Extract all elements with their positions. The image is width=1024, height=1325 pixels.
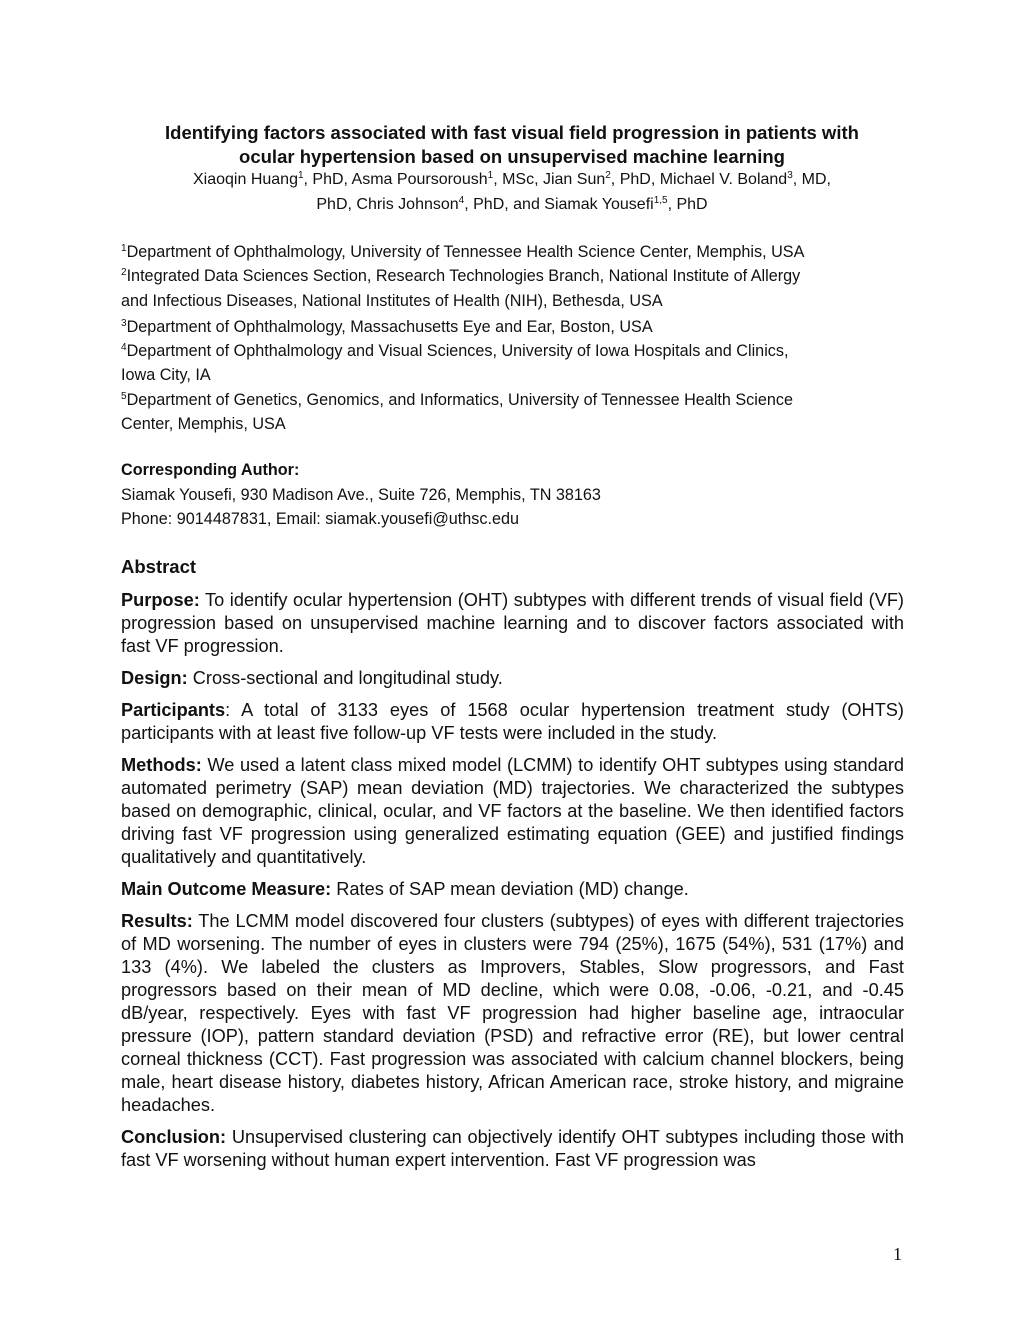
author-line-2: PhD, Chris Johnson$^4$, PhD, and Siamak Yousefi$^{1,5}$, PhD: [316, 195, 708, 213]
design-label: Design:: [121, 668, 188, 688]
abstract-conclusion: Conclusion: Unsupervised clustering can objectively identify OHT subtypes including those with fast VF worsening without human expert intervention. Fast VF progression was: [121, 1127, 904, 1170]
author-line-1: Xiaoqin Huang$^1$, PhD, Asma Poursoroush$^1$, MSc, Jian Sun$^2$, PhD, Michael V. Boland$^3$, MD,: [193, 170, 831, 188]
abstract-purpose: Purpose: To identify ocular hypertension (OHT) subtypes with different trends of visual field (VF) progression based on unsupervised machine learning and to discover factors associated with fast VF progression.: [121, 590, 904, 656]
corresponding-address: Siamak Yousefi, 930 Madison Ave., Suite 726, Memphis, TN 38163: [121, 485, 601, 504]
paper-title: [100, 121, 924, 169]
affiliation-3: $^3$Department of Ophthalmology, Massachusetts Eye and Ear, Boston, USA: [121, 317, 653, 336]
abstract-body: [121, 589, 904, 1181]
methods-label: Methods:: [121, 755, 202, 775]
purpose-label: Purpose:: [121, 590, 200, 610]
abstract-heading: Abstract: [121, 556, 197, 577]
affiliation-4-cont: Iowa City, IA: [121, 366, 211, 385]
corresponding-author: [121, 458, 911, 532]
outcome-label: Main Outcome Measure:: [121, 879, 332, 899]
affiliation-2: $^2$Integrated Data Sciences Section, Research Technologies Branch, National Institute of Allergy: [121, 267, 801, 286]
affiliation-4: $^4$Department of Ophthalmology and Visual Sciences, University of Iowa Hospitals and Clinics,: [121, 342, 789, 361]
abstract-results: Results: The LCMM model discovered four clusters (subtypes) of eyes with different trajectories of MD worsening. The number of eyes in clusters were 794 (25%), 1675 (54%), 531 (17%) and 133 (4%). We labeled the clusters as Improvers, Stables, Slow progressors, and Fast progressors based on their mean of MD decline, which were 0.08, -0.06, -0.21, and -0.45 dB/year, respectively. Eyes with fast VF progression had higher baseline age, intraocular pressure (IOP), pattern standard deviation (PSD) and refractive error (RE), but lower central corneal thickness (CCT). Fast progression was associated with calcium channel blockers, being male, heart disease history, diabetes history, African American race, stroke history, and migraine headaches.: [121, 911, 904, 1115]
affiliation-5: $^5$Department of Genetics, Genomics, and Informatics, University of Tennessee Health Science: [121, 390, 793, 409]
abstract-methods: Methods: We used a latent class mixed model (LCMM) to identify OHT subtypes using standard automated perimetry (SAP) mean deviation (MD) trajectories. We characterized the subtypes based on demographic, clinical, ocular, and VF factors at the baseline. We then identified factors driving fast VF progression using generalized estimating equation (GEE) and justified findings qualitatively and quantitatively.: [121, 755, 904, 867]
affiliation-1: $^1$Department of Ophthalmology, University of Tennessee Health Science Center, Memphis, USA: [121, 243, 805, 261]
affiliations: [121, 240, 911, 436]
title-line-2: ocular hypertension based on unsupervised machine learning: [239, 146, 785, 167]
affiliation-2-cont: and Infectious Diseases, National Institutes of Health (NIH), Bethesda, USA: [121, 291, 663, 310]
abstract-participants: Participants: A total of 3133 eyes of 1568 ocular hypertension treatment study (OHTS) participants with at least five follow-up VF tests were included in the study.: [121, 700, 904, 743]
page-number: 1: [893, 1244, 902, 1264]
corresponding-heading: Corresponding Author:: [121, 461, 300, 479]
conclusion-label: Conclusion:: [121, 1127, 227, 1147]
title-line-1: Identifying factors associated with fast visual field progression in patients with: [165, 122, 859, 143]
results-label: Results:: [121, 911, 193, 931]
corresponding-contact: Phone: 9014487831, Email: siamak.yousefi@uthsc.edu: [121, 510, 519, 528]
abstract-design: Design: Cross-sectional and longitudinal study.: [121, 668, 503, 688]
author-list: [100, 167, 924, 217]
abstract-outcome: Main Outcome Measure: Rates of SAP mean deviation (MD) change.: [121, 879, 689, 899]
participants-label: Participants: [121, 700, 226, 720]
affiliation-5-cont: Center, Memphis, USA: [121, 415, 286, 434]
